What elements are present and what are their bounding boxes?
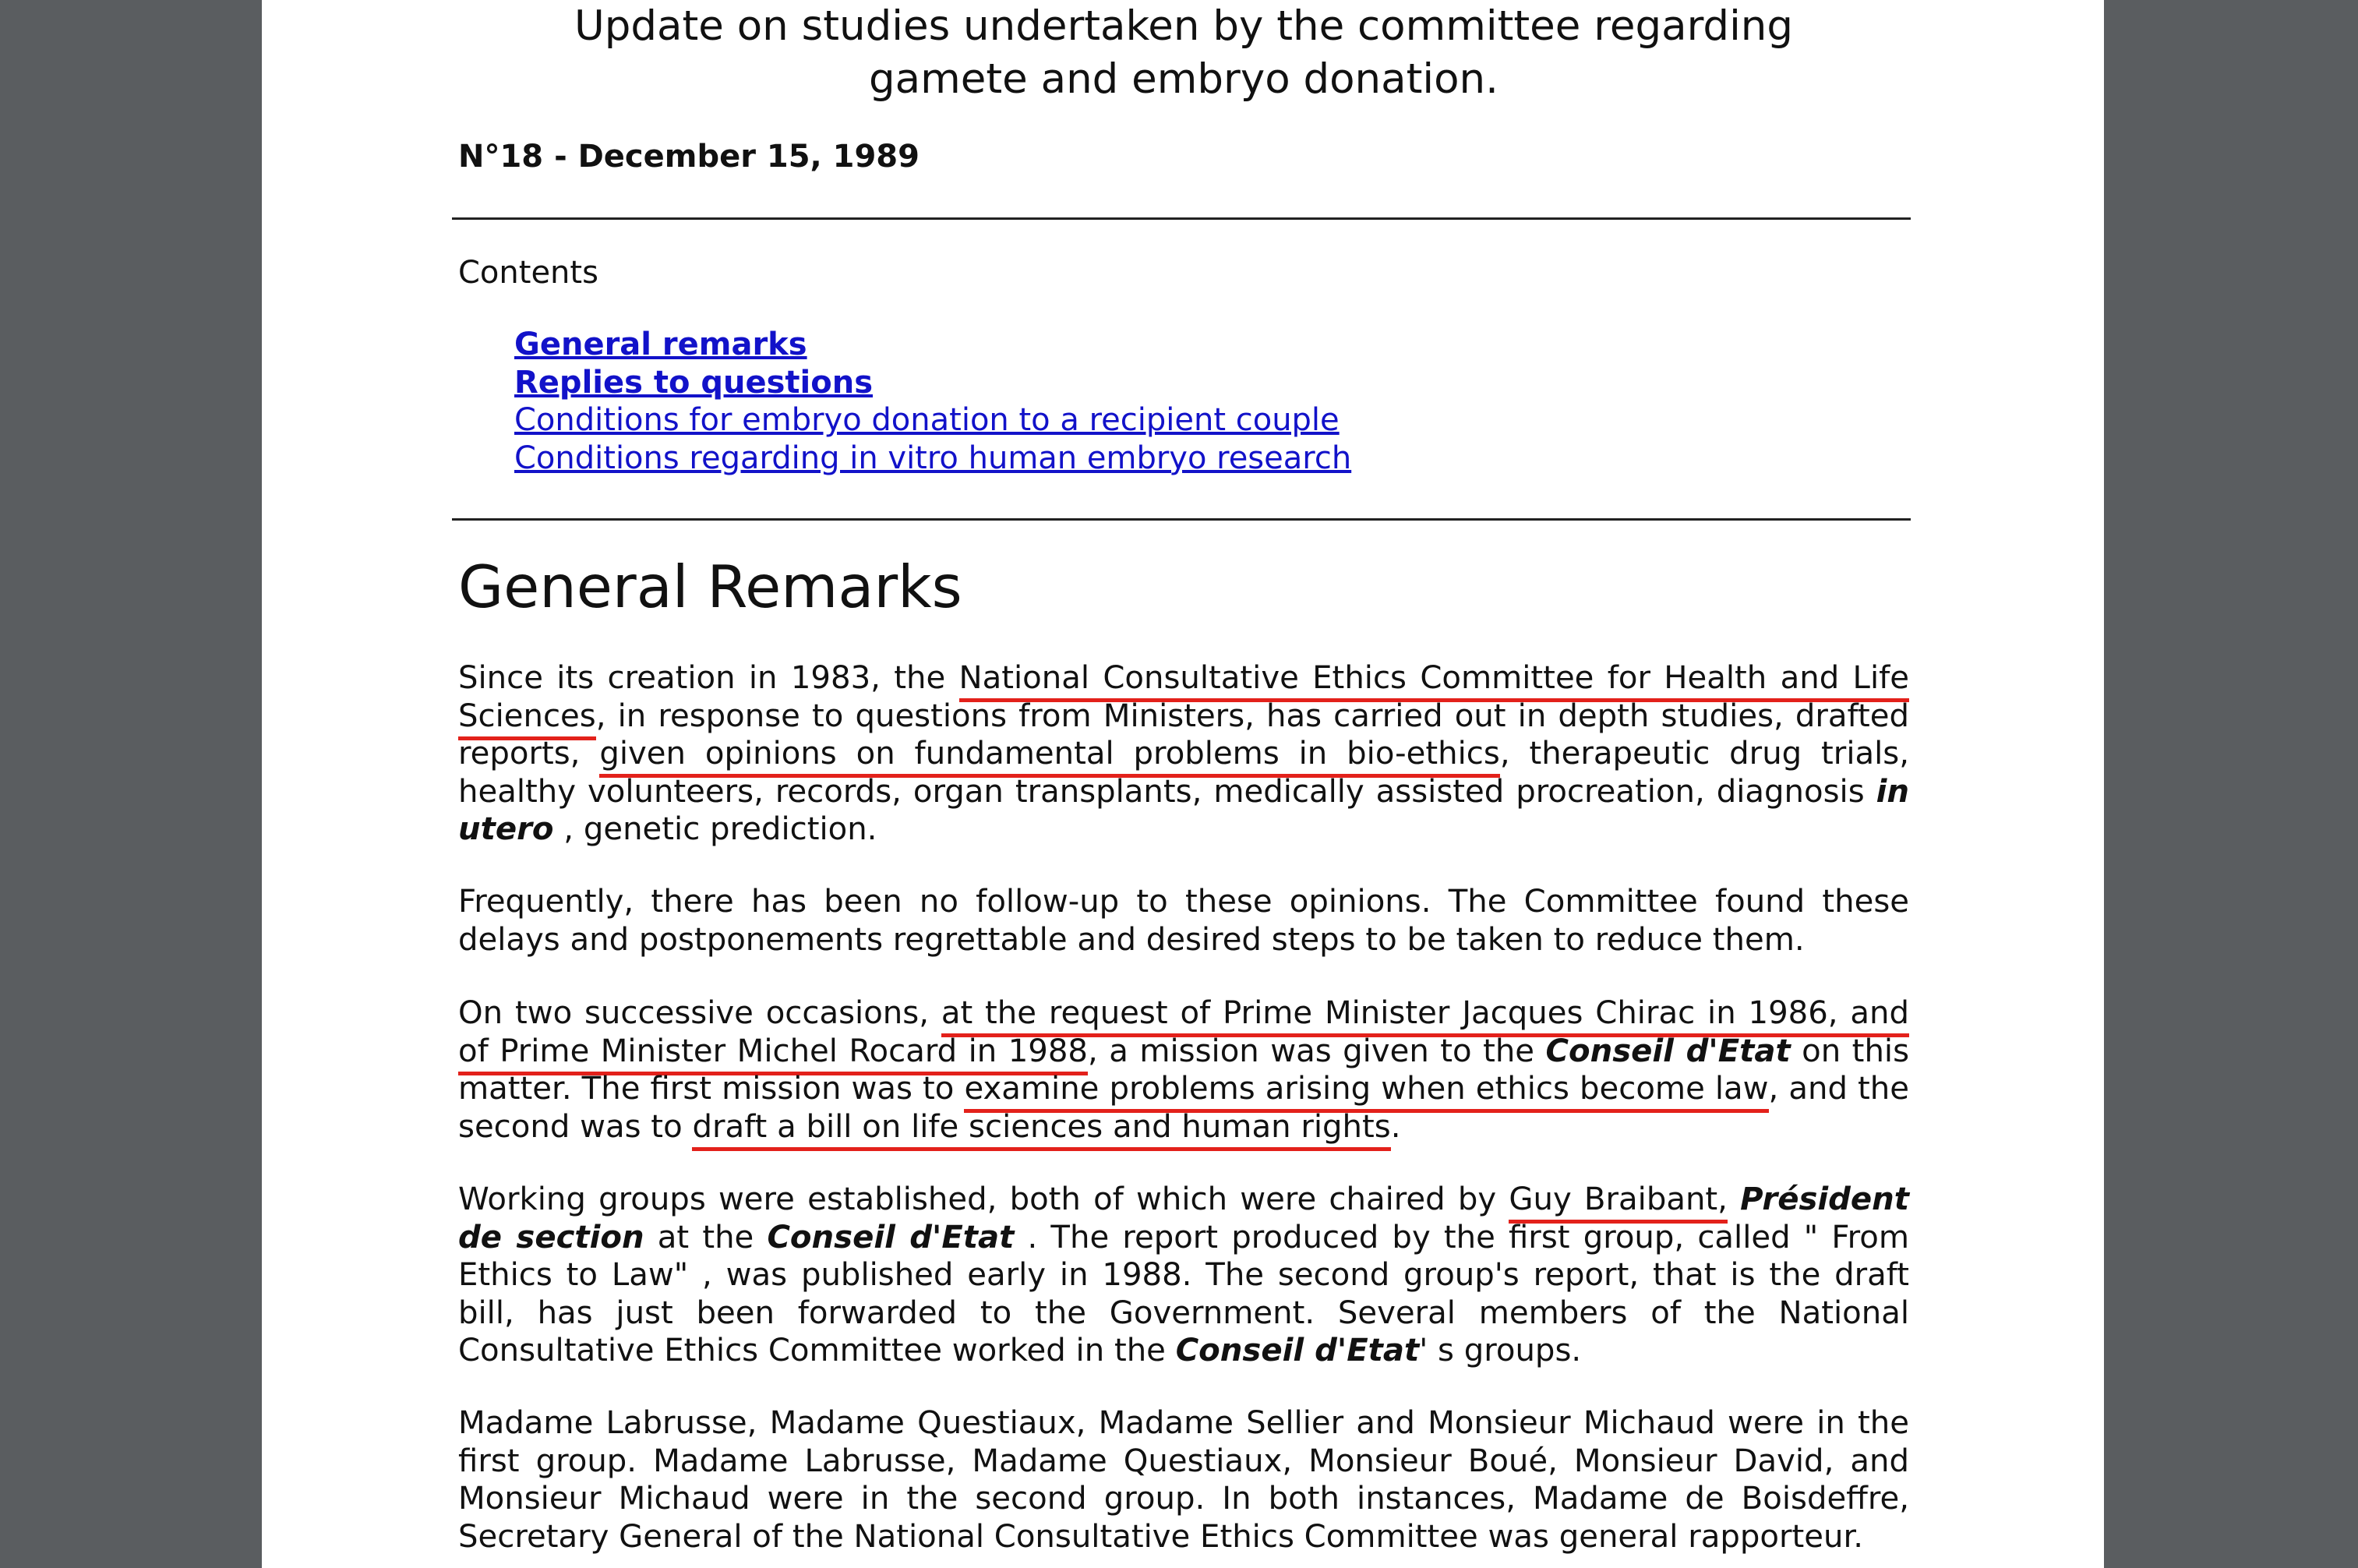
section-heading: General Remarks <box>458 553 962 621</box>
text-run: Working groups were established, both of which were chaired by <box>458 1181 1509 1217</box>
table-of-contents <box>514 326 1351 477</box>
paragraph-5: Madame Labrusse, Madame Questiaux, Madame Sellier and Monsieur Michaud were in the first group. Madame Labrusse, Madame Questiaux, Monsieur Boué, Monsieur David, and Monsieur Michaud were in the second group. In both instances, Madame de Boisdeffre, Secretary General of the National Consultative Ethics Committee was general rapporteur. <box>458 1405 1909 1555</box>
highlight-underline: National Consultative Ethics Committee for Health and Life Sciences <box>458 660 1909 740</box>
divider-bottom <box>452 518 1911 521</box>
paragraph-2: Frequently, there has been no follow-up to these opinions. The Committee found these delays and postponements regrettable and desired steps to be taken to reduce them. <box>458 884 1909 958</box>
title-line-2: gamete and embryo donation. <box>869 55 1498 103</box>
text-run: Since its creation in 1983, the <box>458 660 959 696</box>
toc-item <box>514 326 1351 364</box>
text-run: . The report produced by the first group, called " From Ethics to Law" , was published early in 1988. The second group's report, that is the draft bill, has just been forwarded to the Government. Several members of the National Consultative Ethics Committee worked in the <box>458 1219 1909 1368</box>
text-run: at the <box>644 1219 768 1255</box>
divider-top <box>452 217 1911 220</box>
highlight-underline: draft a bill on life sciences and human rights <box>692 1109 1390 1151</box>
document-content <box>458 0 1910 1555</box>
paragraph-4 <box>458 1181 1909 1370</box>
highlight-underline: at the request of Prime Minister Jacques Chirac in 1986, and of Prime Minister Michel Rocard in 1988 <box>458 995 1909 1075</box>
text-run <box>1728 1181 1740 1217</box>
emphasis-text: Conseil d'Etat <box>1175 1333 1420 1368</box>
highlight-underline: examine problems arising when ethics become law <box>964 1071 1768 1113</box>
text-run: on this matter. The first mission was to <box>458 1033 1910 1107</box>
text-run: . <box>1390 1108 1401 1145</box>
text-run: , therapeutic drug trials, healthy volunteers, records, organ transplants, medically assisted procreation, diagnosis <box>458 736 1909 810</box>
emphasis-text: in utero <box>458 773 1909 847</box>
title-line-1: Update on studies undertaken by the committee regarding <box>574 2 1794 50</box>
emphasis-text: Conseil d'Etat <box>767 1219 1015 1255</box>
toc-link-general-remarks[interactable]: General remarks <box>514 327 807 362</box>
text-run: On two successive occasions, <box>458 995 941 1031</box>
emphasis-text: Conseil d'Etat <box>1545 1033 1791 1069</box>
document-title <box>458 0 1909 106</box>
text-run: , in response to questions from Ministers, has carried out in depth studies, drafted reports, <box>458 697 1909 772</box>
toc-item <box>514 401 1351 440</box>
document-page <box>262 0 2104 1568</box>
text-run: , genetic prediction. <box>553 811 877 847</box>
toc-item <box>514 440 1351 478</box>
toc-link-embryo-donation[interactable]: Conditions for embryo donation to a recipient couple <box>514 402 1340 438</box>
text-run: ' s groups. <box>1419 1333 1582 1368</box>
text-run: , and the second was to <box>458 1071 1909 1145</box>
paragraph-1 <box>458 659 1909 849</box>
paragraph-3 <box>458 994 1909 1146</box>
toc-item <box>514 364 1351 402</box>
toc-link-embryo-research[interactable]: Conditions regarding in vitro human embryo research <box>514 440 1352 476</box>
text-run: , a mission was given to the <box>1088 1033 1546 1069</box>
emphasis-text: Président de section <box>458 1181 1909 1255</box>
highlight-underline: Guy Braibant, <box>1509 1181 1728 1224</box>
highlight-underline: given opinions on fundamental problems in bio-ethics <box>599 736 1499 778</box>
toc-link-replies-to-questions[interactable]: Replies to questions <box>514 364 874 401</box>
issue-number-date: N°18 - December 15, 1989 <box>458 139 920 175</box>
contents-label: Contents <box>458 255 598 291</box>
